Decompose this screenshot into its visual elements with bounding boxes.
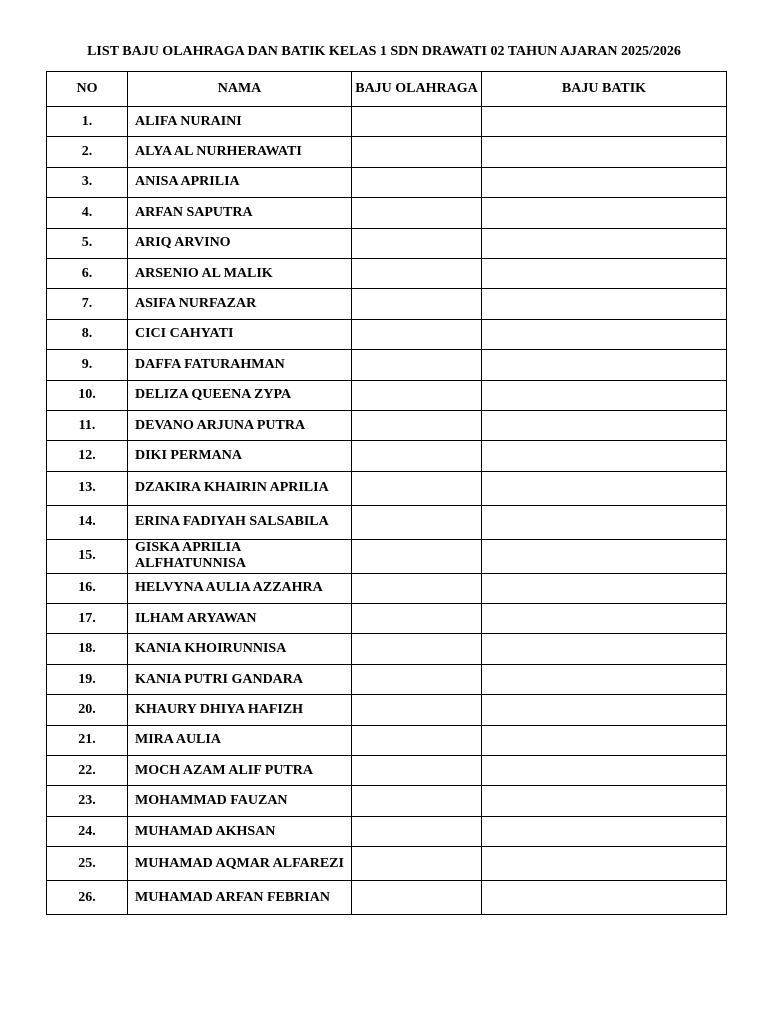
student-name: ILHAM ARYAWAN	[128, 604, 352, 634]
table-row	[47, 137, 727, 167]
table-row	[47, 319, 727, 349]
baju-batik-cell[interactable]	[482, 634, 727, 664]
baju-batik-cell[interactable]	[482, 664, 727, 694]
table-row	[47, 695, 727, 725]
student-name: MUHAMAD ARFAN FEBRIAN	[128, 881, 352, 915]
baju-olahraga-cell[interactable]	[352, 410, 482, 440]
table-row	[47, 258, 727, 288]
baju-batik-cell[interactable]	[482, 228, 727, 258]
baju-olahraga-cell[interactable]	[352, 505, 482, 539]
student-name: HELVYNA AULIA AZZAHRA	[128, 573, 352, 603]
row-number: 21.	[47, 725, 128, 755]
row-number: 15.	[47, 539, 128, 573]
baju-olahraga-cell[interactable]	[352, 881, 482, 915]
header-baju-olahraga: BAJU OLAHRAGA	[352, 72, 482, 107]
baju-olahraga-cell[interactable]	[352, 137, 482, 167]
student-list-table	[46, 71, 727, 915]
baju-olahraga-cell[interactable]	[352, 816, 482, 846]
student-name: MUHAMAD AKHSAN	[128, 816, 352, 846]
table-row	[47, 881, 727, 915]
table-row	[47, 289, 727, 319]
baju-batik-cell[interactable]	[482, 816, 727, 846]
row-number: 24.	[47, 816, 128, 846]
table-row	[47, 167, 727, 197]
row-number: 12.	[47, 441, 128, 471]
baju-olahraga-cell[interactable]	[352, 604, 482, 634]
table-row	[47, 410, 727, 440]
student-name: ALYA AL NURHERAWATI	[128, 137, 352, 167]
baju-olahraga-cell[interactable]	[352, 258, 482, 288]
baju-olahraga-cell[interactable]	[352, 695, 482, 725]
baju-batik-cell[interactable]	[482, 604, 727, 634]
header-nama: NAMA	[128, 72, 352, 107]
baju-batik-cell[interactable]	[482, 137, 727, 167]
student-name: DEVANO ARJUNA PUTRA	[128, 410, 352, 440]
baju-batik-cell[interactable]	[482, 471, 727, 505]
row-number: 10.	[47, 380, 128, 410]
table-row	[47, 350, 727, 380]
table-row	[47, 816, 727, 846]
baju-batik-cell[interactable]	[482, 573, 727, 603]
table-row	[47, 725, 727, 755]
baju-olahraga-cell[interactable]	[352, 539, 482, 573]
row-number: 13.	[47, 471, 128, 505]
row-number: 18.	[47, 634, 128, 664]
student-name: ARIQ ARVINO	[128, 228, 352, 258]
baju-batik-cell[interactable]	[482, 881, 727, 915]
row-number: 2.	[47, 137, 128, 167]
student-name: ARFAN SAPUTRA	[128, 198, 352, 228]
baju-batik-cell[interactable]	[482, 380, 727, 410]
baju-batik-cell[interactable]	[482, 847, 727, 881]
student-name: MOCH AZAM ALIF PUTRA	[128, 756, 352, 786]
baju-batik-cell[interactable]	[482, 695, 727, 725]
row-number: 20.	[47, 695, 128, 725]
baju-olahraga-cell[interactable]	[352, 228, 482, 258]
student-name: KANIA KHOIRUNNISA	[128, 634, 352, 664]
baju-olahraga-cell[interactable]	[352, 756, 482, 786]
row-number: 8.	[47, 319, 128, 349]
table-row	[47, 471, 727, 505]
student-name: DAFFA FATURAHMAN	[128, 350, 352, 380]
table-row	[47, 198, 727, 228]
table-row	[47, 756, 727, 786]
baju-batik-cell[interactable]	[482, 198, 727, 228]
student-name: ERINA FADIYAH SALSABILA	[128, 505, 352, 539]
row-number: 9.	[47, 350, 128, 380]
student-name: GISKA APRILIA ALFHATUNNISA	[128, 539, 352, 573]
table-row	[47, 380, 727, 410]
baju-batik-cell[interactable]	[482, 410, 727, 440]
student-name: CICI CAHYATI	[128, 319, 352, 349]
student-name: DIKI PERMANA	[128, 441, 352, 471]
baju-olahraga-cell[interactable]	[352, 664, 482, 694]
baju-olahraga-cell[interactable]	[352, 319, 482, 349]
student-name: KHAURY DHIYA HAFIZH	[128, 695, 352, 725]
row-number: 7.	[47, 289, 128, 319]
row-number: 22.	[47, 756, 128, 786]
baju-batik-cell[interactable]	[482, 725, 727, 755]
table-row	[47, 847, 727, 881]
baju-batik-cell[interactable]	[482, 289, 727, 319]
baju-olahraga-cell[interactable]	[352, 634, 482, 664]
table-row	[47, 107, 727, 137]
student-name: ARSENIO AL MALIK	[128, 258, 352, 288]
row-number: 6.	[47, 258, 128, 288]
student-name: ANISA APRILIA	[128, 167, 352, 197]
baju-batik-cell[interactable]	[482, 441, 727, 471]
row-number: 26.	[47, 881, 128, 915]
student-name: MOHAMMAD FAUZAN	[128, 786, 352, 816]
row-number: 19.	[47, 664, 128, 694]
table-row	[47, 573, 727, 603]
row-number: 25.	[47, 847, 128, 881]
student-name: MUHAMAD AQMAR ALFAREZI	[128, 847, 352, 881]
baju-olahraga-cell[interactable]	[352, 107, 482, 137]
row-number: 5.	[47, 228, 128, 258]
student-name: KANIA PUTRI GANDARA	[128, 664, 352, 694]
baju-olahraga-cell[interactable]	[352, 198, 482, 228]
student-name: DZAKIRA KHAIRIN APRILIA	[128, 471, 352, 505]
row-number: 11.	[47, 410, 128, 440]
baju-batik-cell[interactable]	[482, 319, 727, 349]
row-number: 1.	[47, 107, 128, 137]
row-number: 17.	[47, 604, 128, 634]
baju-batik-cell[interactable]	[482, 258, 727, 288]
baju-olahraga-cell[interactable]	[352, 289, 482, 319]
baju-olahraga-cell[interactable]	[352, 786, 482, 816]
baju-olahraga-cell[interactable]	[352, 350, 482, 380]
baju-batik-cell[interactable]	[482, 107, 727, 137]
row-number: 3.	[47, 167, 128, 197]
student-name: ASIFA NURFAZAR	[128, 289, 352, 319]
baju-olahraga-cell[interactable]	[352, 380, 482, 410]
row-number: 4.	[47, 198, 128, 228]
baju-olahraga-cell[interactable]	[352, 471, 482, 505]
table-row	[47, 228, 727, 258]
table-row	[47, 539, 727, 573]
table-row	[47, 604, 727, 634]
baju-batik-cell[interactable]	[482, 786, 727, 816]
table-header-row	[47, 72, 727, 107]
student-name: MIRA AULIA	[128, 725, 352, 755]
baju-olahraga-cell[interactable]	[352, 441, 482, 471]
student-name: DELIZA QUEENA ZYPA	[128, 380, 352, 410]
table-row	[47, 664, 727, 694]
table-row	[47, 441, 727, 471]
header-baju-batik: BAJU BATIK	[482, 72, 727, 107]
baju-olahraga-cell[interactable]	[352, 847, 482, 881]
baju-batik-cell[interactable]	[482, 167, 727, 197]
student-name: ALIFA NURAINI	[128, 107, 352, 137]
table-body	[47, 107, 727, 915]
header-no: NO	[47, 72, 128, 107]
table-row	[47, 786, 727, 816]
table-row	[47, 634, 727, 664]
row-number: 14.	[47, 505, 128, 539]
row-number: 23.	[47, 786, 128, 816]
document-title: LIST BAJU OLAHRAGA DAN BATIK KELAS 1 SDN DRAWATI 02 TAHUN AJARAN 2025/2026	[87, 44, 681, 59]
baju-olahraga-cell[interactable]	[352, 167, 482, 197]
baju-batik-cell[interactable]	[482, 505, 727, 539]
table-row	[47, 505, 727, 539]
baju-batik-cell[interactable]	[482, 539, 727, 573]
baju-olahraga-cell[interactable]	[352, 573, 482, 603]
baju-batik-cell[interactable]	[482, 350, 727, 380]
baju-batik-cell[interactable]	[482, 756, 727, 786]
row-number: 16.	[47, 573, 128, 603]
baju-olahraga-cell[interactable]	[352, 725, 482, 755]
